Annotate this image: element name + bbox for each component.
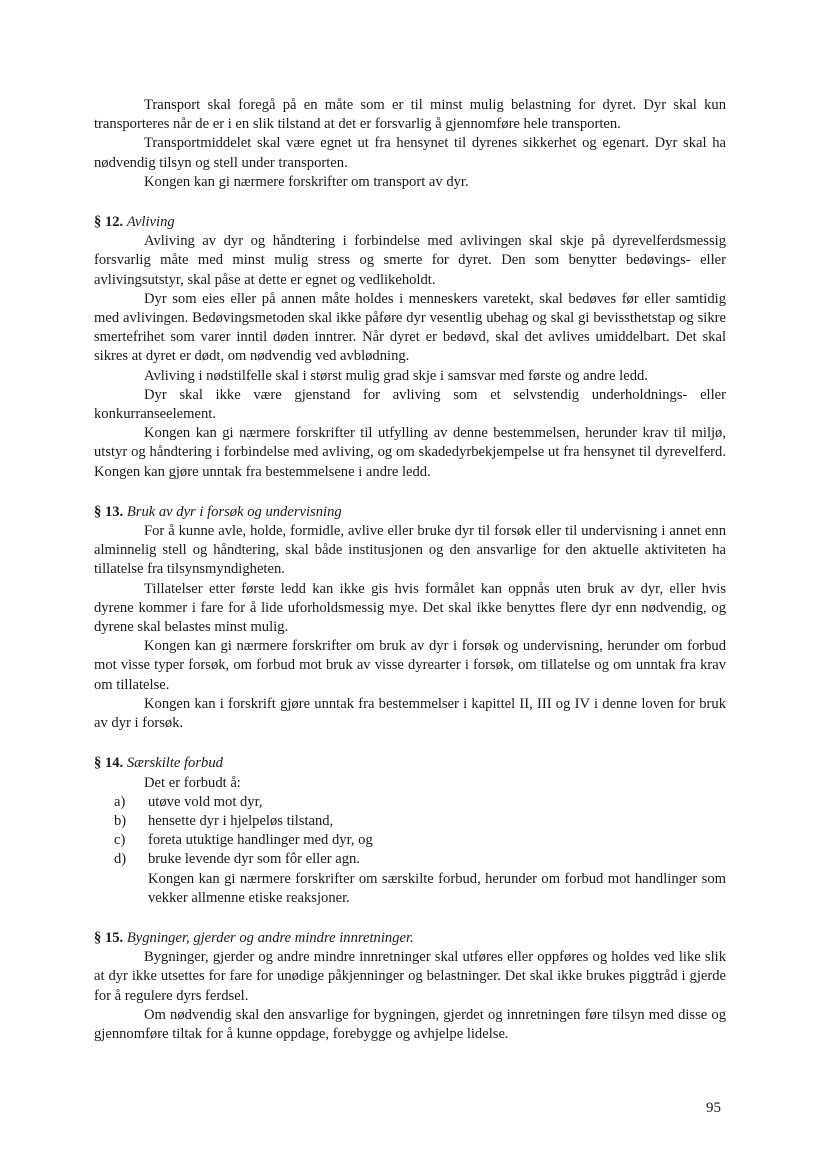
- section-title: Avliving: [126, 214, 175, 231]
- section-title: Bygninger, gjerder og andre mindre innretninger.: [126, 929, 414, 946]
- section-heading: [94, 503, 726, 522]
- list-marker: b): [114, 812, 127, 829]
- list-text: utøve vold mot dyr,: [148, 793, 263, 810]
- section-paragraph: Tillatelser etter første ledd kan ikke gis hvis formålet kan oppnås uten bruk av dyr, eller hvis dyrene kommer i fare for å lide uforholdsmessig mye. Det skal ikke benyttes flere dyr enn nødvendig, og dyrene skal belastes minst mulig.: [94, 580, 726, 636]
- list-marker: c): [114, 832, 126, 849]
- section-paragraph: Om nødvendig skal den ansvarlige for bygningen, gjerdet og innretningen føre tilsyn med disse og gjennomføre tiltak for å kunne oppdage, forebygge og avhjelpe lidelse.: [94, 1006, 726, 1042]
- section-12: [94, 213, 726, 482]
- intro-block: [94, 96, 726, 192]
- section-paragraph: Avliving i nødstilfelle skal i størst mulig grad skje i samsvar med første og andre ledd.: [144, 367, 648, 384]
- section-paragraph: Dyr skal ikke være gjenstand for avliving som et selvstendig underholdnings- eller konkurranseelement.: [94, 386, 726, 423]
- section-paragraph: Kongen kan gi nærmere forskrifter om bruk av dyr i forsøk og undervisning, herunder om forbud mot visse typer forsøk, om forbud mot bruk av visse dyrearter i forsøk, om tillatelse og om unntak fra krav om tillatelse.: [94, 638, 726, 693]
- intro-paragraph: Transportmiddelet skal være egnet ut fra hensynet til dyrenes sikkerhet og egenart. Dyr skal ha nødvendig tilsyn og stell under transporten.: [94, 135, 726, 171]
- section-paragraph: Kongen kan gi nærmere forskrifter til utfylling av denne bestemmelsen, herunder krav til miljø, utstyr og håndtering i forbindelse med avliving, og om skadedyrbekjempelse ut fra hensynet til dyrevelferd. Kongen kan gjøre unntak fra bestemmelsene i andre ledd.: [94, 425, 726, 480]
- list-marker: a): [114, 793, 126, 810]
- intro-paragraph: Transport skal foregå på en måte som er til minst mulig belastning for dyret. Dyr skal kun transporteres når de er i en slik tilstand at det er forsvarlig å gjennomføre hele transporten.: [94, 97, 726, 133]
- section-heading: [94, 929, 726, 948]
- section-paragraph: Kongen kan i forskrift gjøre unntak fra bestemmelser i kapittel II, III og IV i denne loven for bruk av dyr i forsøk.: [94, 695, 726, 732]
- section-title: Særskilte forbud: [126, 755, 223, 772]
- list-marker: d): [114, 851, 127, 868]
- list-text: bruke levende dyr som fôr eller agn.: [148, 851, 360, 868]
- section-13: [94, 503, 726, 733]
- document-page: [94, 96, 726, 1044]
- section-paragraph: Dyr som eies eller på annen måte holdes i menneskers varetekt, skal bedøves før eller samtidig med avlivingen. Bedøvingsmetoden skal ikke påføre dyr vesentlig ubehag og skal gi bevissthetstap og sikre smertefrihet som varer inntil døden inntrer. Når dyret er bedøvd, skal det avlives umiddelbart. Det skal sikres at dyret er dødt, om nødvendig ved avblødning.: [94, 290, 726, 365]
- section-heading: [94, 754, 726, 773]
- intro-paragraph: Kongen kan gi nærmere forskrifter om transport av dyr.: [144, 173, 469, 190]
- section-paragraph: Bygninger, gjerder og andre mindre innretninger skal utføres eller oppføres og holdes ved like slik at dyr ikke utsettes for fare for unødige påkjenninger og belastninger. Det skal ikke brukes piggtråd i gjerde for å regulere dyrs ferdsel.: [94, 949, 726, 1004]
- section-title: Bruk av dyr i forsøk og undervisning: [126, 503, 342, 520]
- section-closing: Kongen kan gi nærmere forskrifter om særskilte forbud, herunder om forbud mot handlinger som vekker allmenne etiske reaksjoner.: [148, 870, 726, 906]
- section-number: § 15.: [94, 929, 124, 946]
- list-item: [94, 812, 726, 831]
- section-lead: Det er forbudt å:: [144, 774, 241, 791]
- section-heading: [94, 213, 726, 232]
- list-item: [94, 850, 726, 869]
- section-number: § 13.: [94, 503, 124, 520]
- section-number: § 12.: [94, 214, 124, 231]
- list-item: [94, 793, 726, 812]
- list-item: [94, 831, 726, 850]
- list-text: hensette dyr i hjelpeløs tilstand,: [148, 812, 334, 829]
- list-text: foreta utuktige handlinger med dyr, og: [148, 832, 373, 849]
- section-14: [94, 754, 726, 908]
- prohibition-list: [94, 793, 726, 870]
- page-number: 95: [706, 1100, 721, 1116]
- section-paragraph: Avliving av dyr og håndtering i forbindelse med avlivingen skal skje på dyrevelferdsmessig forsvarlig måte med minst mulig stress og smerte for dyret. Den som benytter bedøvings- eller avlivingsutstyr, skal påse at dette er egnet og vedlikeholdt.: [94, 233, 726, 288]
- section-paragraph: For å kunne avle, holde, formidle, avlive eller bruke dyr til forsøk eller til undervisning i annet enn alminnelig stell og håndtering, skal både institusjonen og den ansvarlige for den aktuelle aktiviteten ha tillatelse fra tilsynsmyndigheten.: [94, 523, 726, 578]
- section-15: [94, 929, 726, 1044]
- section-number: § 14.: [94, 755, 124, 772]
